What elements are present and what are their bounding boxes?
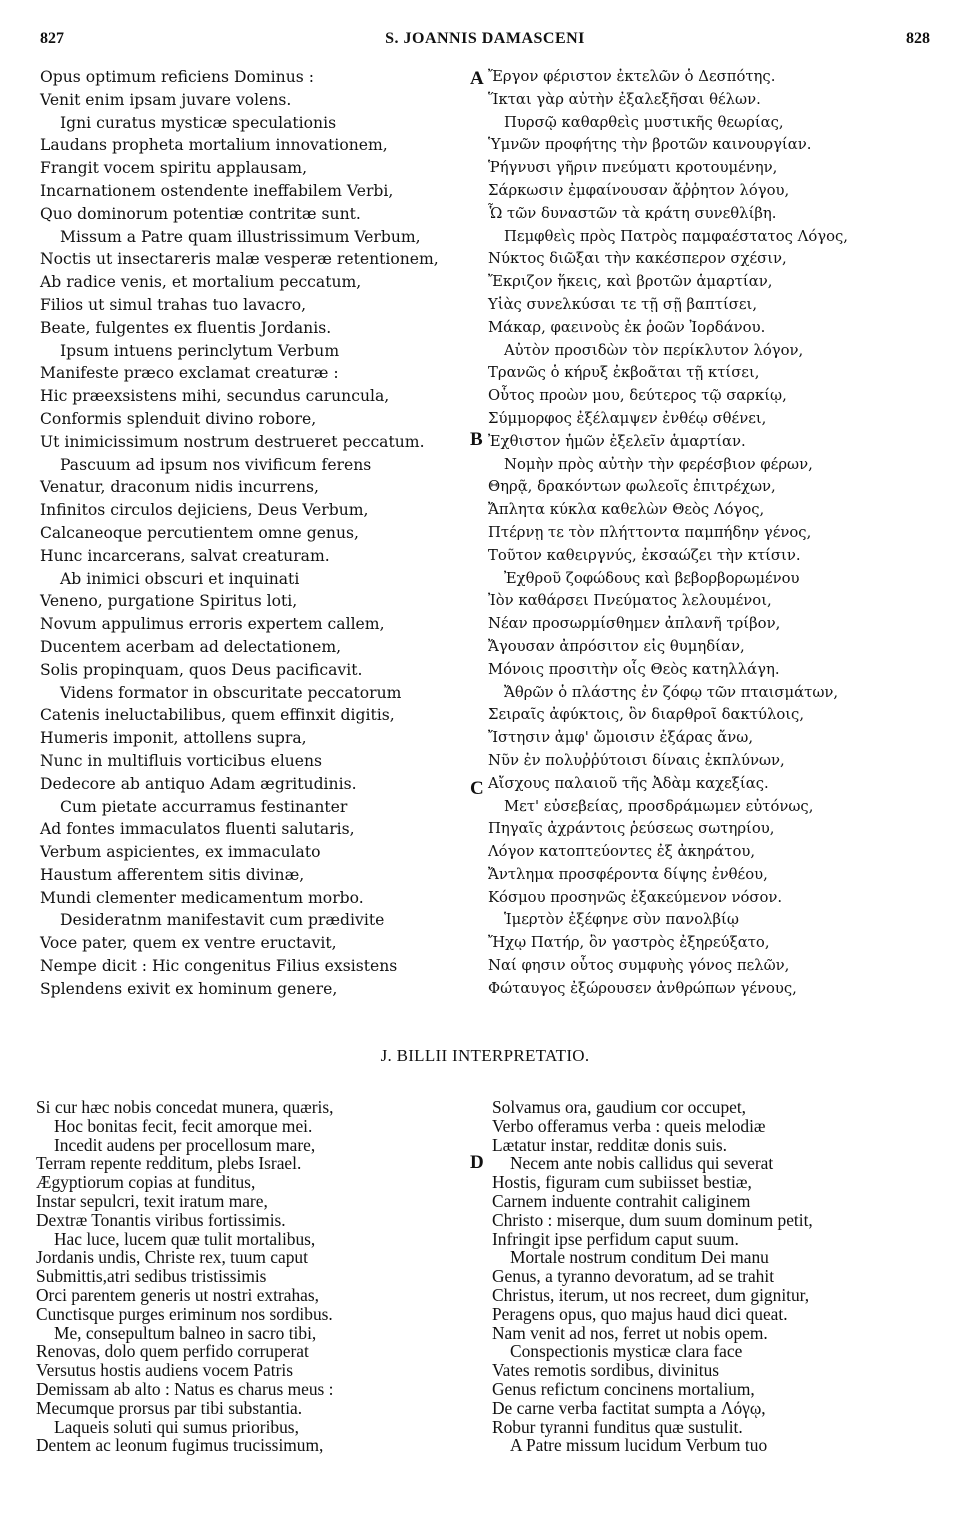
billii-left-column bbox=[36, 1098, 476, 1455]
verse-line: A Patre missum lucidum Verbum tuo bbox=[510, 1435, 768, 1456]
greek-verse-column bbox=[488, 66, 933, 1001]
verse-line: Haustum afferentem sitis divinæ, bbox=[40, 865, 305, 884]
verse-line: Vates remotis sordibus, divinitus bbox=[492, 1360, 720, 1381]
verse-line: Nunc in multifluis vorticibus eluens bbox=[40, 751, 323, 770]
verse-line: Christo : miserque, dum suum dominum petit, bbox=[492, 1209, 813, 1230]
verse-line: Missum a Patre quam illustrissimum Verbum, bbox=[60, 227, 421, 246]
verse-line: Venatur, draconum nidis incurrens, bbox=[40, 478, 319, 497]
page-number-right: 828 bbox=[906, 30, 930, 47]
verse-line: Μετ' εὐσεβείας, προσδράμωμεν εὐτόνως, bbox=[504, 797, 814, 815]
verse-line: Ἰὸν καθάρσει Πνεύματος λελουμένοι, bbox=[488, 592, 772, 610]
verse-line: Κόσμου προσηνῶς ἐξακεύμενον νόσον. bbox=[488, 888, 783, 906]
verse-line: Ducentem acerbam ad delectationem, bbox=[40, 637, 342, 656]
verse-line: Φώταυγος ἐξώρουσεν ἀνθρώπων γένους, bbox=[488, 979, 797, 997]
verse-line: Οὗτος προὼν μου, δεύτερος τῷ σαρκίῳ, bbox=[488, 387, 787, 405]
verse-line: Instar sepulcri, texit iratum mare, bbox=[36, 1190, 268, 1211]
verse-line: Τοῦτον καθειργνύς, ἐκσαώζει τὴν κτίσιν. bbox=[488, 546, 801, 564]
verse-line: Infinitos circulos dejiciens, Deus Verbum, bbox=[40, 501, 369, 520]
verse-line: Υἱὰς συνελκύσαι τε τῇ σῇ βαπτίσει, bbox=[488, 295, 758, 313]
verse-line: Cum pietate accurramus festinanter bbox=[60, 797, 348, 816]
verse-line: Νῦν ἐν πολυῤῥύτοισι δίναις ἐκπλύνων, bbox=[488, 751, 785, 769]
verse-line: Ab radice venis, et mortalium peccatum, bbox=[40, 273, 362, 292]
verse-line: Dedecore ab antiquo Adam ægritudinis. bbox=[40, 774, 357, 793]
verse-line: Πεμφθεὶς πρὸς Πατρὸς παμφαέστατος Λόγος, bbox=[504, 227, 848, 245]
verse-line: Πυρσῷ καθαρθεὶς μυστικῆς θεωρίας, bbox=[504, 113, 784, 131]
verse-line: Ab inimici obscuri et inquinati bbox=[60, 569, 300, 588]
verse-line: Christus, iterum, ut nos recreet, dum gignitur, bbox=[492, 1284, 810, 1305]
verse-line: Conspectionis mysticæ clara face bbox=[510, 1341, 743, 1362]
verse-line: Dentem ac leonum fugimus trucissimum, bbox=[36, 1435, 324, 1456]
verse-line: Ad fontes immaculatos fluenti salutaris, bbox=[40, 820, 355, 839]
verse-line: Solvamus ora, gaudium cor occupet, bbox=[492, 1097, 747, 1117]
verse-line: De carne verba factitat sumpta a Λόγῳ, bbox=[492, 1397, 766, 1418]
verse-line: Ἄγουσαν ἀπρόσιτον εἰς θυμηδίαν, bbox=[488, 637, 745, 655]
verse-line: Conformis splenduit divino robore, bbox=[40, 409, 317, 428]
verse-line: Μόνοις προσιτὴν οἷς Θεὸς κατηλλάγη. bbox=[488, 660, 780, 678]
verse-line: Σάρκωσιν ἐμφαίνουσαν ἄῤῥητον λόγου, bbox=[488, 181, 790, 199]
verse-line: Orci parentem generis ut nostri extrahas, bbox=[36, 1284, 319, 1305]
verse-line: Nam venit ad nos, ferret ut nobis opem. bbox=[492, 1322, 768, 1343]
verse-line: Incarnationem ostendente ineffabilem Verbi, bbox=[40, 181, 394, 200]
verse-line: Veneno, purgatione Spiritus loti, bbox=[40, 592, 298, 611]
verse-line: Voce pater, quem ex ventre eructavit, bbox=[40, 934, 337, 953]
margin-marker-d: D bbox=[470, 1152, 484, 1173]
verse-line: Πηγαῖς ἀχράντοις ῥεύσεως σωτηρίου, bbox=[488, 820, 775, 838]
verse-line: Hunc incarcerans, salvat creaturam. bbox=[40, 546, 330, 565]
verse-line: Quo dominorum potentiæ contritæ sunt. bbox=[40, 204, 361, 223]
verse-line: Ἤχῳ Πατήρ, ὃν γαστρὸς ἐξηρεύξατο, bbox=[488, 934, 770, 952]
verse-line: Ὧ τῶν δυναστῶν τὰ κράτη συνεθλίβη. bbox=[488, 204, 777, 222]
verse-line: Νύκτος διῶξαι τὴν κακέσπερον σχέσιν, bbox=[488, 250, 787, 268]
verse-line: Ἴστησιν ἀμφ' ὤμοισιν ἐξάρας ἄνω, bbox=[488, 729, 754, 747]
verse-line: Manifeste præco exclamat creaturæ : bbox=[40, 364, 339, 383]
verse-line: Terram repente redditum, plebs Israel. bbox=[36, 1153, 302, 1174]
verse-line: Νέαν προσωρμίσθημεν ἀπλανῆ τρίβον, bbox=[488, 615, 781, 633]
verse-line: Ὑμνῶν προφήτης τὴν βροτῶν καινουργίαν. bbox=[488, 136, 812, 154]
running-title: S. JOANNIS DAMASCENI bbox=[385, 30, 585, 47]
verse-line: Ægyptiorum copias at funditus, bbox=[36, 1172, 256, 1193]
verse-line: Lætatur instar, redditæ donis suis. bbox=[492, 1134, 728, 1155]
verse-line: Ῥήγνυσι γῆριν πνεύματι κροτουμένην, bbox=[488, 159, 778, 177]
verse-line: Laqueis soluti qui sumus prioribus, bbox=[54, 1416, 299, 1437]
verse-line: Ἔκριζον ἥκεις, καὶ βροτῶν ἁμαρτίαν, bbox=[488, 273, 773, 291]
verse-line: Ἔργον φέριστον ἐκτελῶν ὁ Δεσπότης. bbox=[488, 68, 776, 85]
verse-line: Ἄθρῶν ὁ πλάστης ἐν ζόφῳ τῶν πταισμάτων, bbox=[504, 683, 839, 701]
verse-line: Carnem induente contrahit caliginem bbox=[492, 1190, 751, 1211]
verse-line: Noctis ut insectareris malæ vesperæ retentionem, bbox=[40, 250, 439, 269]
verse-line: Calcaneoque percutientem omne genus, bbox=[40, 523, 359, 542]
verse-line: Renovas, dolo quem perfido corruperat bbox=[36, 1341, 309, 1362]
verse-line: Me, consepultum balneo in sacro tibi, bbox=[54, 1322, 317, 1343]
verse-line: Genus refictum concinens mortalium, bbox=[492, 1378, 755, 1399]
verse-line: Ut inimicissimum nostrum destrueret peccatum. bbox=[40, 432, 425, 451]
verse-line: Νομὴν πρὸς αὐτὴν τὴν φερέσβιον φέρων, bbox=[504, 455, 813, 473]
verse-line: Versutus hostis audiens vocem Patris bbox=[36, 1360, 293, 1381]
verse-line: Mecumque prorsus par tibi substantia. bbox=[36, 1397, 303, 1418]
verse-line: Mundi clementer medicamentum morbo. bbox=[40, 888, 364, 907]
verse-line: Λόγον κατοπτεύοντες ἐξ ἀκηράτου, bbox=[488, 843, 756, 861]
verse-line: Jordanis undis, Christe rex, tuum caput bbox=[36, 1247, 308, 1268]
verse-line: Splendens exivit ex hominum genere, bbox=[40, 979, 338, 998]
verse-line: Laudans propheta mortalium innovationem, bbox=[40, 136, 388, 155]
page-header bbox=[40, 30, 930, 60]
verse-line: Ἱμερτὸν ἐξέφηνε σὺν πανολβίῳ bbox=[504, 911, 739, 929]
verse-line: Verbum aspicientes, ex immaculato bbox=[40, 843, 321, 862]
verse-line: Necem ante nobis callidus qui severat bbox=[510, 1153, 774, 1174]
verse-line: Ναί φησιν οὗτος συμφυὴς γόνος πελῶν, bbox=[488, 957, 790, 975]
verse-line: Ἐχθροῦ ζοφώδους καὶ βεβορβορωμένου bbox=[504, 569, 800, 587]
billii-right-column bbox=[492, 1098, 932, 1455]
verse-line: Pascuum ad ipsum nos vivificum ferens bbox=[60, 455, 372, 474]
verse-line: Hoc bonitas fecit, fecit amorque mei. bbox=[54, 1115, 313, 1136]
verse-line: Σύμμορφος ἐξέλαμψεν ἐνθέῳ σθένει, bbox=[488, 409, 767, 427]
verse-line: Θηρᾷ, δρακόντων φωλεοῖς ἐπιτρέχων, bbox=[488, 478, 776, 496]
verse-line: Infringit ipse perfidum caput suum. bbox=[492, 1228, 739, 1249]
verse-line: Incedit audens per procellosum mare, bbox=[54, 1134, 316, 1155]
verse-line: Catenis ineluctabilibus, quem effinxit digitis, bbox=[40, 706, 395, 725]
verse-line: Peragens opus, quo majus haud dici queat. bbox=[492, 1303, 788, 1324]
verse-line: Mortale nostrum conditum Dei manu bbox=[510, 1247, 769, 1268]
verse-line: Videns formator in obscuritate peccatorum bbox=[60, 683, 402, 702]
verse-line: Ἐχθιστον ἡμῶν ἐξελεῖν ἁμαρτίαν. bbox=[488, 432, 746, 450]
verse-line: Solis propinquam, quos Deus pacificavit. bbox=[40, 660, 363, 679]
verse-line: Hic præexsistens mihi, secundus caruncula, bbox=[40, 387, 390, 406]
verse-line: Ipsum intuens perinclytum Verbum bbox=[60, 341, 340, 360]
section-title: J. BILLII INTERPRETATIO. bbox=[380, 1046, 590, 1065]
margin-marker-c: C bbox=[470, 778, 484, 799]
verse-line: Beate, fulgentes ex fluentis Jordanis. bbox=[40, 318, 332, 337]
verse-line: Genus, a tyranno devoratum, ad se trahit bbox=[492, 1266, 775, 1287]
verse-line: Dextræ Tonantis viribus fortissimis. bbox=[36, 1209, 286, 1230]
verse-line: Humeris imponit, attollens supra, bbox=[40, 729, 307, 748]
margin-marker-a: A bbox=[470, 68, 484, 89]
verse-line: Opus optimum reficiens Dominus : bbox=[40, 68, 314, 86]
verse-line: Αὐτὸν προσιδὼν τὸν περίκλυτον λόγον, bbox=[504, 341, 804, 359]
verse-line: Si cur hæc nobis concedat munera, quæris, bbox=[36, 1097, 334, 1117]
verse-line: Hac luce, lucem quæ tulit mortalibus, bbox=[54, 1228, 316, 1249]
verse-line: Submittis,atri sedibus tristissimis bbox=[36, 1266, 267, 1287]
verse-line: Demissam ab alto : Natus es charus meus : bbox=[36, 1378, 334, 1399]
verse-line: Τρανῶς ὁ κήρυξ ἐκβοᾶται τῇ κτίσει, bbox=[488, 364, 760, 382]
verse-line: Αἴσχους παλαιοῦ τῆς Ἀδὰμ καχεξίας. bbox=[488, 774, 769, 792]
verse-line: Σειραῖς ἀφύκτοις, ὃν διαρθροῖ δακτύλοις, bbox=[488, 706, 805, 724]
verse-line: Ἵκται γὰρ αὐτὴν ἐξαλεξῆσαι θέλων. bbox=[488, 90, 761, 108]
verse-line: Verbo offeramus verba : queis melodiæ bbox=[492, 1115, 766, 1136]
verse-line: Venit enim ipsam juvare volens. bbox=[40, 90, 292, 109]
margin-marker-b: B bbox=[470, 429, 483, 450]
page-number-left: 827 bbox=[40, 30, 64, 47]
verse-line: Ἄντλημα προσφέροντα δίψης ἐνθέου, bbox=[488, 865, 768, 883]
verse-line: Hostis, figuram cum subiisset bestiæ, bbox=[492, 1172, 752, 1193]
verse-line: Novum appulimus erroris expertem callem, bbox=[40, 615, 385, 634]
verse-line: Robur tyranni funditus quæ sustulit. bbox=[492, 1416, 743, 1437]
latin-verse-column bbox=[40, 66, 470, 1001]
verse-line: Filios ut simul trahas tuo lavacro, bbox=[40, 295, 307, 314]
verse-line: Frangit vocem spiritu applausam, bbox=[40, 159, 308, 178]
verse-line: Igni curatus mysticæ speculationis bbox=[60, 113, 337, 132]
verse-line: Nempe dicit : Hic congenitus Filius exsistens bbox=[40, 957, 398, 976]
verse-line: Μάκαρ, φαεινοὺς ἐκ ῥοῶν Ἰορδάνου. bbox=[488, 318, 766, 336]
verse-line: Desideratnm manifestavit cum prædivite bbox=[60, 911, 385, 930]
verse-line: Cunctisque purges eriminum nos sordibus. bbox=[36, 1303, 333, 1324]
verse-line: Πτέρνῃ τε τὸν πλήττοντα παμπήδην γένος, bbox=[488, 523, 812, 541]
verse-line: Ἄπλητα κύκλα καθελὼν Θεὸς Λόγος, bbox=[488, 501, 765, 519]
